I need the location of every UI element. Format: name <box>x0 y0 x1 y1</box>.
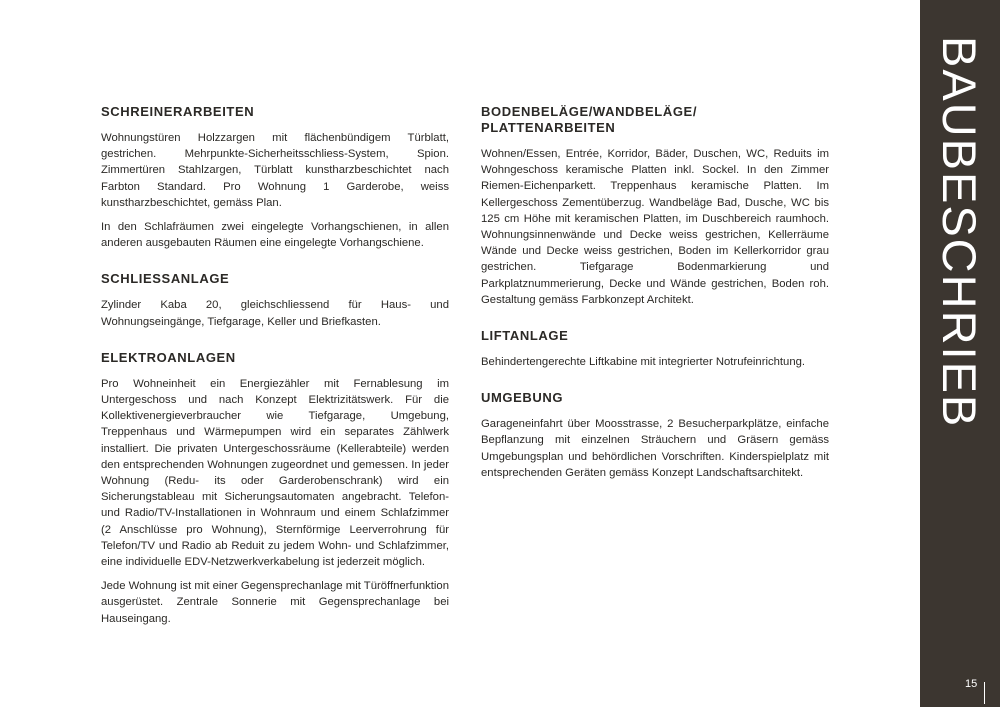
section-schreinerarbeiten <box>101 104 449 251</box>
paragraph: Behindertengerechte Liftkabine mit integrierter Notrufeinrichtung. <box>481 356 806 369</box>
paragraph: Garageneinfahrt über Moosstrasse, 2 Besucherparkplätze, einfache Bepflanzung mit einzelnen Sträuchern und Gräsern gemäss Umgebungsplan und behördlichen Vorschriften. Kinderspielplatz mit entsprechenden Geräten gemäss Konzept Landschaftsarchitekt. <box>481 418 829 479</box>
section-bodenbelaege <box>481 104 829 308</box>
page-number-divider <box>984 682 985 704</box>
section-elektroanlagen <box>101 350 449 627</box>
heading-umgebung: UMGEBUNG <box>481 390 564 406</box>
paragraph: In den Schlafräumen zwei eingelegte Vorhangschienen, in allen anderen ausgebauten Räumen eine eingelegte Vorhangschiene. <box>101 221 449 250</box>
section-schliessanlage <box>101 271 449 329</box>
section-liftanlage <box>481 328 829 370</box>
paragraph: Jede Wohnung ist mit einer Gegensprechanlage mit Türöffnerfunktion ausgerüstet. Zentrale Sonnerie mit Gegensprechanlage bei Hauseingang. <box>101 580 449 625</box>
paragraph: Zylinder Kaba 20, gleichschliessend für Haus- und Wohnungseingänge, Tiefgarage, Keller und Briefkasten. <box>101 299 449 328</box>
heading-elektroanlagen: ELEKTROANLAGEN <box>101 349 236 365</box>
sidebar <box>920 0 1000 707</box>
sidebar-title: BAUBESCHRIEB <box>933 36 986 429</box>
paragraph: Wohnen/Essen, Entrée, Korridor, Bäder, Duschen, WC, Reduits im Wohngeschoss keramische Platten inkl. Sockel. In den Zimmer Riemen-Eichenparkett. Treppenhaus keramische Platten. Im Kellergeschoss Zementüberzug. Wandbeläge Bad, Dusche, WC bis 125 cm Höhe mit keramischen Platten, im Duschbereich raumhoch. Wohnungsinnenwände und Decke weiss gestrichen, Kellerräume Wände und Decke weiss gestrichen, Boden im Kellerkorridor grau gestrichen. Tiefgarage Bodenmarkierung und Parkplatznummerierung, Decke und Wände gestrichen, Boden roh. Gestaltung gemäss Farbkonzept Architekt. <box>481 148 829 306</box>
heading-schreinerarbeiten: SCHREINERARBEITEN <box>101 104 255 119</box>
right-column <box>481 104 829 501</box>
left-column <box>101 104 449 647</box>
paragraph: Wohnungstüren Holzzargen mit flächenbündigem Türblatt, gestrichen. Mehrpunkte-Sicherheitsschliess-System, Spion. Zimmertüren Stahlzargen, Türblatt kunstharzbeschichtet nach Farbton Standard. Pro Wohnung 1 Garderobe, weiss kunstharzbeschichtet, gemäss Plan. <box>101 132 449 209</box>
heading-bodenbelaege: BODENBELÄGE/WANDBELÄGE/ PLATTENARBEITEN <box>481 104 698 135</box>
heading-schliessanlage: SCHLIESSANLAGE <box>101 271 230 287</box>
heading-liftanlage: LIFTANLAGE <box>481 328 569 344</box>
paragraph: Pro Wohneinheit ein Energiezähler mit Fernablesung im Untergeschoss und nach Konzept Elektrizitätswerk. Für die Kollektivenergieverbraucher wie Tiefgarage, Umgebung, Treppenhaus und Wärmepumpen wird ein separates Zählwerk installiert. Die privaten Untergeschossräume (Kellerabteile) werden den entsprechenden Wohnungen zugeordnet und gemessen. In jeder Wohnung (Redu- its oder Garderobenschrank) wird ein Sicherungstableau mit Sicherungsautomaten angebracht. Telefon- und Radio/TV-Installationen in Wohnraum und einem Schlafzimmer (2 Anschlüsse pro Wohnung), Sternförmige Leerverrohrung für Telefon/TV und Radio ab Reduit zu jedem Wohn- und Schlafzimmer, eine individuelle EDV-Netzwerkverkabelung ist jederzeit möglich. <box>101 377 449 569</box>
page-number: 15 <box>965 678 978 690</box>
section-umgebung <box>481 390 829 481</box>
